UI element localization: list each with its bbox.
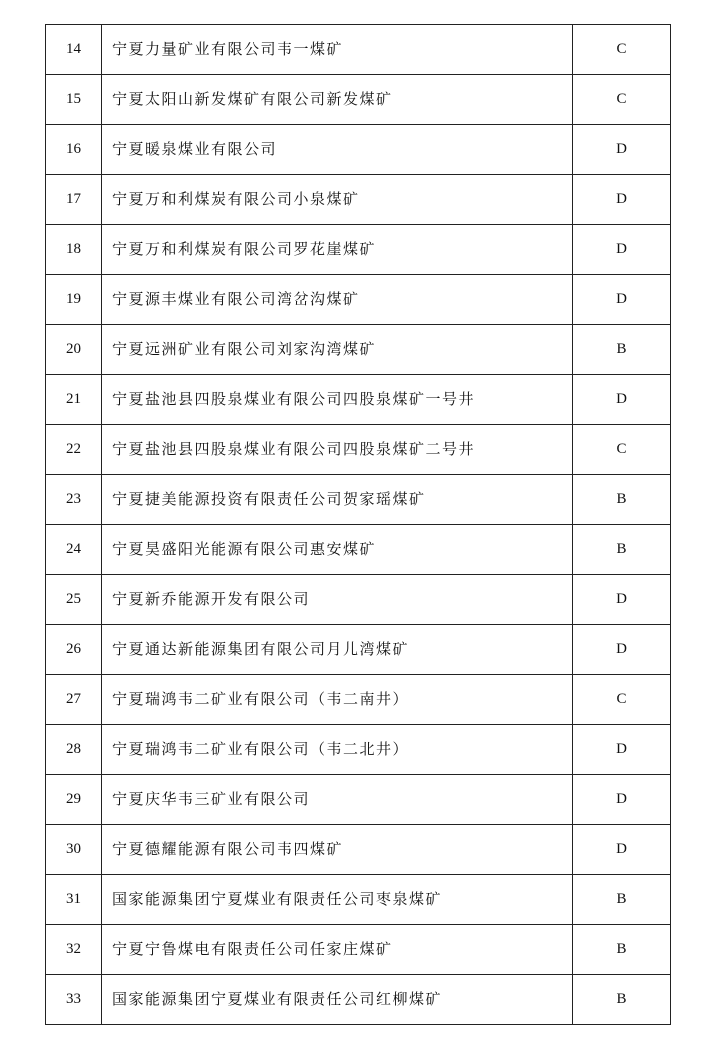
mine-name-cell: 宁夏通达新能源集团有限公司月儿湾煤矿 (102, 625, 573, 675)
table-row (46, 925, 671, 975)
grade-cell: D (573, 825, 671, 875)
table-row (46, 175, 671, 225)
row-number-cell: 23 (46, 475, 102, 525)
mine-name-cell: 宁夏庆华韦三矿业有限公司 (102, 775, 573, 825)
row-number-cell: 21 (46, 375, 102, 425)
table-row (46, 775, 671, 825)
table-row (46, 875, 671, 925)
mine-name-cell: 宁夏盐池县四股泉煤业有限公司四股泉煤矿一号井 (102, 375, 573, 425)
table-row (46, 375, 671, 425)
mine-name-cell: 宁夏万和利煤炭有限公司小泉煤矿 (102, 175, 573, 225)
mine-grade-table (45, 24, 671, 1025)
table-row (46, 675, 671, 725)
mine-name-cell: 宁夏瑞鸿韦二矿业有限公司（韦二北井） (102, 725, 573, 775)
row-number-cell: 33 (46, 975, 102, 1025)
grade-cell: D (573, 175, 671, 225)
grade-cell: B (573, 975, 671, 1025)
mine-name-cell: 国家能源集团宁夏煤业有限责任公司红柳煤矿 (102, 975, 573, 1025)
grade-cell: B (573, 325, 671, 375)
table-row (46, 625, 671, 675)
grade-cell: D (573, 375, 671, 425)
table-row (46, 575, 671, 625)
grade-cell: B (573, 925, 671, 975)
table-row (46, 525, 671, 575)
mine-name-cell: 宁夏万和利煤炭有限公司罗花崖煤矿 (102, 225, 573, 275)
table-row (46, 325, 671, 375)
mine-name-cell: 宁夏力量矿业有限公司韦一煤矿 (102, 25, 573, 75)
row-number-cell: 24 (46, 525, 102, 575)
grade-cell: C (573, 25, 671, 75)
grade-cell: C (573, 675, 671, 725)
grade-cell: C (573, 425, 671, 475)
table-row (46, 725, 671, 775)
row-number-cell: 28 (46, 725, 102, 775)
table-row (46, 25, 671, 75)
mine-name-cell: 宁夏源丰煤业有限公司湾岔沟煤矿 (102, 275, 573, 325)
grade-cell: D (573, 575, 671, 625)
mine-name-cell: 宁夏太阳山新发煤矿有限公司新发煤矿 (102, 75, 573, 125)
grade-cell: B (573, 475, 671, 525)
mine-name-cell: 宁夏德耀能源有限公司韦四煤矿 (102, 825, 573, 875)
row-number-cell: 31 (46, 875, 102, 925)
row-number-cell: 32 (46, 925, 102, 975)
table-row (46, 275, 671, 325)
grade-cell: B (573, 525, 671, 575)
table-row (46, 475, 671, 525)
row-number-cell: 22 (46, 425, 102, 475)
row-number-cell: 27 (46, 675, 102, 725)
row-number-cell: 18 (46, 225, 102, 275)
row-number-cell: 14 (46, 25, 102, 75)
row-number-cell: 29 (46, 775, 102, 825)
row-number-cell: 15 (46, 75, 102, 125)
grade-cell: D (573, 275, 671, 325)
mine-name-cell: 宁夏昊盛阳光能源有限公司惠安煤矿 (102, 525, 573, 575)
table-body (46, 25, 671, 1025)
grade-cell: D (573, 725, 671, 775)
table-row (46, 225, 671, 275)
grade-cell: D (573, 625, 671, 675)
mine-name-cell: 宁夏新乔能源开发有限公司 (102, 575, 573, 625)
mine-name-cell: 宁夏盐池县四股泉煤业有限公司四股泉煤矿二号井 (102, 425, 573, 475)
mine-name-cell: 宁夏宁鲁煤电有限责任公司任家庄煤矿 (102, 925, 573, 975)
table-row (46, 975, 671, 1025)
row-number-cell: 26 (46, 625, 102, 675)
row-number-cell: 20 (46, 325, 102, 375)
mine-name-cell: 宁夏远洲矿业有限公司刘家沟湾煤矿 (102, 325, 573, 375)
grade-cell: D (573, 775, 671, 825)
grade-cell: D (573, 125, 671, 175)
table-row (46, 125, 671, 175)
row-number-cell: 30 (46, 825, 102, 875)
row-number-cell: 17 (46, 175, 102, 225)
row-number-cell: 25 (46, 575, 102, 625)
table-row (46, 75, 671, 125)
grade-cell: D (573, 225, 671, 275)
mine-name-cell: 宁夏瑞鸿韦二矿业有限公司（韦二南井） (102, 675, 573, 725)
table-row (46, 825, 671, 875)
grade-cell: B (573, 875, 671, 925)
mine-name-cell: 宁夏暖泉煤业有限公司 (102, 125, 573, 175)
mine-name-cell: 国家能源集团宁夏煤业有限责任公司枣泉煤矿 (102, 875, 573, 925)
row-number-cell: 16 (46, 125, 102, 175)
table-row (46, 425, 671, 475)
row-number-cell: 19 (46, 275, 102, 325)
mine-name-cell: 宁夏捷美能源投资有限责任公司贺家瑶煤矿 (102, 475, 573, 525)
grade-cell: C (573, 75, 671, 125)
